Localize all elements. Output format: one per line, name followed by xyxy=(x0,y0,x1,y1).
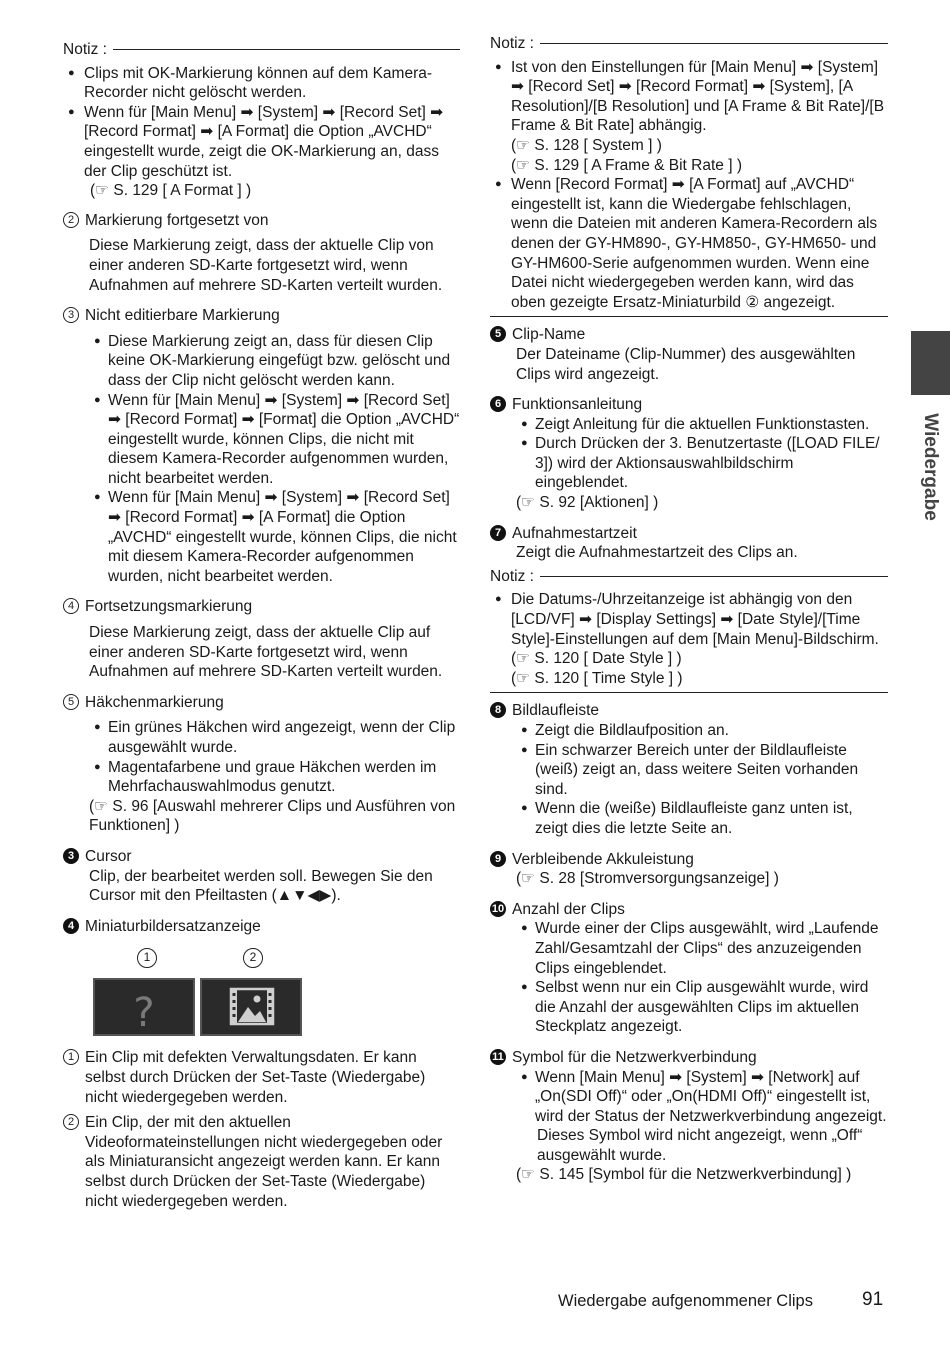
notiz-heading xyxy=(63,40,460,60)
bullet-item: ● Ein schwarzer Bereich unter der Bildlaufleiste (weiß) zeigt an, dass weitere Seiten vorhanden sind. xyxy=(516,741,888,800)
chapter-side-label xyxy=(905,404,950,530)
section-aufnahmestartzeit xyxy=(490,524,888,563)
section-title: Aufnahmestartzeit xyxy=(512,524,637,542)
section-number: 1 xyxy=(63,1049,79,1065)
section-cursor xyxy=(63,847,460,906)
section-number: 11 xyxy=(490,1049,506,1065)
page-reference: (☞ S. 120 [ Date Style ] ) xyxy=(511,650,682,668)
page-reference: (☞ S. 145 [Symbol für die Netzwerkverbindung] ) xyxy=(516,1166,852,1184)
bullet-item: ● Zeigt Anleitung für die aktuellen Funktionstasten. xyxy=(516,415,888,435)
bullet-item: ● Diese Markierung zeigt an, dass für diesen Clip keine OK-Markierung eingefügt bzw. gelöscht und dass der Clip nicht gelöscht werden kann. xyxy=(89,332,460,391)
notiz-item: ● Wenn für [Main Menu] ➡ [System] ➡ [Record Set] ➡ [Record Format] ➡ [A Format] die Option „AVCHD“ eingestellt wurde, zeigt die OK-Markierung an, dass der Clip geschützt ist. xyxy=(63,103,460,181)
section-number: 5 xyxy=(63,694,79,710)
page-reference: (☞ S. 96 [Auswahl mehrerer Clips und Ausführen von Funktionen] ) xyxy=(89,797,456,835)
page-reference: (☞ S. 120 [ Time Style ] ) xyxy=(511,669,683,687)
bullet-item: ● Selbst wenn nur ein Clip ausgewählt wurde, wird die Anzahl der ausgewählten Clips im aktuellen Steckplatz angezeigt. xyxy=(516,978,888,1037)
section-number: 2 xyxy=(63,212,79,228)
notiz-list xyxy=(63,64,460,182)
section-text: Diese Markierung zeigt, dass der aktuelle Clip auf einer anderen SD-Karte fortgesetzt wird, wenn Aufnahmen auf mehrere SD-Karten verteilt wurden. xyxy=(89,624,443,681)
question-mark-icon xyxy=(95,980,193,1034)
section-funktionsanleitung xyxy=(490,395,888,513)
section-title: Verbleibende Akkuleistung xyxy=(512,850,694,868)
notiz-item: ● Die Datums-/Uhrzeitanzeige ist abhängig von den [LCD/VF] ➡ [Display Settings] ➡ [Date Style]/[Time Style]-Einstellungen auf dem [Main Menu]-Bildschirm. xyxy=(490,590,888,649)
thumbnail-examples xyxy=(93,948,460,1042)
section-netzwerk-symbol xyxy=(490,1048,888,1185)
section-number: 3 xyxy=(63,848,79,864)
section-clip-name xyxy=(490,325,888,384)
bullet-item: ● Wenn für [Main Menu] ➡ [System] ➡ [Record Set] ➡ [Record Format] ➡ [Format] die Option „AVCHD“ eingestellt wurde, können Clips, die nicht mit diesem Kamera-Recorder aufgenommen wurden, nicht bearbeitet werden. xyxy=(89,391,460,489)
bullet-item: ● Wenn die (weiße) Bildlaufleiste ganz unten ist, zeigt dies die letzte Seite an. xyxy=(516,799,888,838)
section-akkuleistung xyxy=(490,850,888,889)
section-number: 9 xyxy=(490,851,506,867)
bullet-item: ● Zeigt die Bildlaufposition an. xyxy=(516,721,888,741)
section-title: Symbol für die Netzwerkverbindung xyxy=(512,1048,757,1066)
notiz-heading xyxy=(490,567,888,587)
bullet-item: ● Wenn für [Main Menu] ➡ [System] ➡ [Record Set] ➡ [Record Format] ➡ [A Format] die Option „AVCHD“ eingestellt wurde, können Clips, die nicht mit diesem Kamera-Recorder aufgenommen wurden, nicht bearbeitet werden. xyxy=(89,488,460,586)
section-text: Diese Markierung zeigt, dass der aktuelle Clip von einer anderen SD-Karte fortgesetzt wird, wenn Aufnahmen auf mehrere SD-Karten verteilt wurden. xyxy=(89,237,443,294)
notiz-heading xyxy=(490,34,888,54)
section-number: 7 xyxy=(490,525,506,541)
section-haekchen xyxy=(63,693,460,836)
notiz-item: ● Wenn [Record Format] ➡ [A Format] auf „AVCHD“ eingestellt ist, kann die Wiedergabe fehlschlagen, wenn die Dateien mit anderen Kamera-Recordern als denen der GY-HM890-, GY-HM850-, GY-HM650- und GY-HM600-Serie aufgenommen wurden. Wenn eine Datei nicht wiedergegeben werden kann, wird das oben gezeigte Ersatz-Miniaturbild ② angezeigt. xyxy=(490,175,888,312)
page-reference: (☞ S. 129 [ A Format ] ) xyxy=(90,182,252,200)
left-column xyxy=(63,40,460,1211)
section-title: Anzahl der Clips xyxy=(512,900,625,918)
section-title: Miniaturbildersatzanzeige xyxy=(85,917,261,935)
section-number: 3 xyxy=(63,307,79,323)
section-number: 10 xyxy=(491,902,505,915)
svg-text:?: ? xyxy=(133,990,155,1035)
thumbnail-note-text: Ein Clip, der mit den aktuellen Videoformateinstellungen nicht wiedergegeben oder als Miniaturansicht angezeigt werden kann. Er kann selbst durch Drücken der Set-Taste (Wiedergabe) nicht wiedergegeben werden. xyxy=(85,1114,443,1210)
section-divider xyxy=(490,692,888,693)
section-fortsetzung xyxy=(63,597,460,681)
footer-title: Wiedergabe aufgenommener Clips xyxy=(558,1292,813,1310)
bullet-item: ● Ein grünes Häkchen wird angezeigt, wenn der Clip ausgewählt wurde. xyxy=(89,718,460,757)
page-reference: (☞ S. 129 [ A Frame & Bit Rate ] ) xyxy=(511,156,742,174)
notiz-label: Notiz : xyxy=(490,35,534,52)
section-number: 4 xyxy=(63,918,79,934)
thumb-label: 1 xyxy=(137,948,157,968)
image-placeholder-icon xyxy=(202,980,300,1034)
bullet-item: ● Wenn [Main Menu] ➡ [System] ➡ [Network] auf „On(SDI Off)“ oder „On(HDMI Off)“ eingestellt ist, wird der Status der Netzwerkverbindung angezeigt. xyxy=(516,1068,888,1127)
notiz-item: ● Ist von den Einstellungen für [Main Menu] ➡ [System] ➡ [Record Set] ➡ [Record Format] ➡ [System], [A Resolution]/[B Resolution] und [A Frame & Bit Rate]/[B Frame & Bit Rate] abhängig. xyxy=(490,58,888,136)
notiz-label: Notiz : xyxy=(63,41,107,58)
notiz-label: Notiz : xyxy=(490,567,534,585)
notiz-rule xyxy=(113,49,460,50)
section-anzahl-clips xyxy=(490,900,888,1037)
notiz-rule xyxy=(540,576,888,577)
bullet-item: ● Wurde einer der Clips ausgewählt, wird „Laufende Zahl/Gesamtzahl der Clips“ des anzuzeigenden Clips eingeblendet. xyxy=(516,919,888,978)
thumb-label: 2 xyxy=(243,948,263,968)
section-number: 6 xyxy=(490,396,506,412)
section-number: 2 xyxy=(63,1114,79,1130)
section-miniaturbild xyxy=(63,917,460,1211)
thumbnail-note-text: Ein Clip mit defekten Verwaltungsdaten. Er kann selbst durch Drücken der Set-Taste (Wiedergabe) nicht wiedergegeben werden. xyxy=(85,1049,426,1106)
page-number: 91 xyxy=(862,1289,884,1310)
bullet-item: ● Durch Drücken der 3. Benutzertaste ([LOAD FILE/ 3]) wird der Aktionsauswahlbildschirm eingeblendet. xyxy=(516,434,888,493)
chapter-tab-marker xyxy=(911,331,950,395)
section-text: Zeigt die Aufnahmestartzeit des Clips an. xyxy=(516,544,798,562)
section-text: Der Dateiname (Clip-Nummer) des ausgewählten Clips wird angezeigt. xyxy=(516,345,856,383)
section-title: Clip-Name xyxy=(512,326,586,344)
section-title: Häkchenmarkierung xyxy=(85,693,224,711)
section-divider xyxy=(490,316,888,317)
notiz-item: ● Clips mit OK-Markierung können auf dem Kamera-Recorder nicht gelöscht werden. xyxy=(63,64,460,103)
section-text: Dieses Symbol wird nicht angezeigt, wenn „Off“ ausgewählt wurde. xyxy=(537,1127,863,1164)
section-title: Cursor xyxy=(85,847,132,865)
notiz-rule xyxy=(540,43,888,44)
right-column xyxy=(490,35,888,1185)
section-markierung-fortgesetzt xyxy=(63,211,460,295)
section-title: Funktionsanleitung xyxy=(512,396,643,414)
thumbnail-note xyxy=(63,1048,460,1107)
section-number: 4 xyxy=(63,598,79,614)
section-title: Fortsetzungsmarkierung xyxy=(85,598,253,616)
section-text: Clip, der bearbeitet werden soll. Bewegen Sie den Cursor mit den Pfeiltasten (▲▼◀▶). xyxy=(89,867,433,905)
page-reference: (☞ S. 28 [Stromversorgungsanzeige] ) xyxy=(516,870,779,888)
bullet-item: ● Magentafarbene und graue Häkchen werden im Mehrfachauswahlmodus genutzt. xyxy=(89,758,460,797)
page-reference: (☞ S. 92 [Aktionen] ) xyxy=(516,494,659,512)
section-number: 5 xyxy=(490,326,506,342)
defective-clip-thumbnail xyxy=(93,978,195,1036)
unsupported-format-thumbnail xyxy=(200,978,302,1036)
thumbnail-note xyxy=(63,1113,460,1211)
chapter-label: Wiedergabe xyxy=(919,413,941,521)
section-title: Nicht editierbare Markierung xyxy=(85,307,280,325)
section-number: 8 xyxy=(490,702,506,718)
notiz-list xyxy=(490,58,888,136)
page-reference: (☞ S. 128 [ System ] ) xyxy=(511,136,662,154)
section-title: Bildlaufleiste xyxy=(512,702,600,720)
section-nicht-editierbar xyxy=(63,306,460,586)
section-bildlaufleiste xyxy=(490,701,888,838)
section-title: Markierung fortgesetzt von xyxy=(85,211,269,229)
